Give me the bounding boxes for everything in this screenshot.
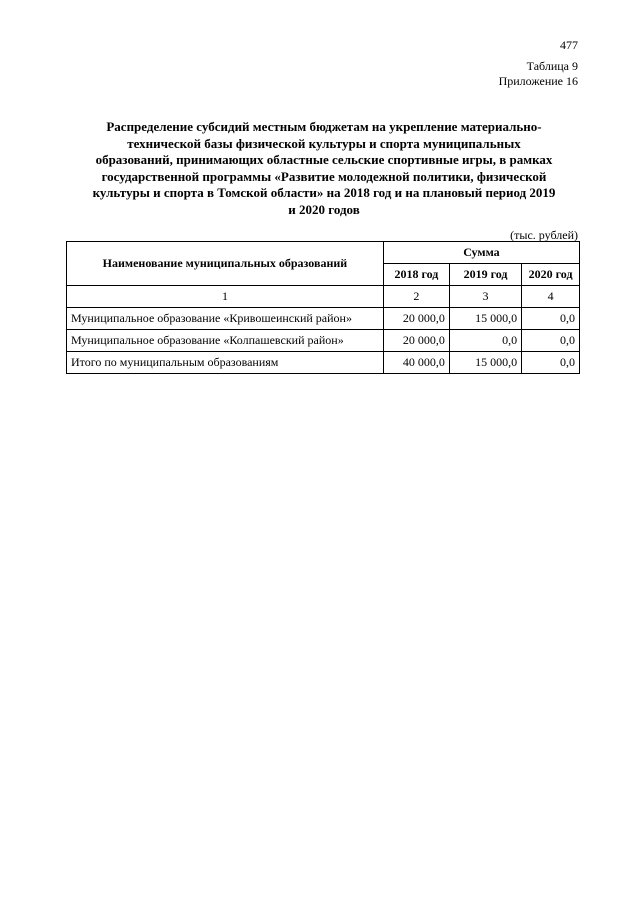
total-row (67, 352, 580, 374)
municipality-name: Муниципальное образование «Кривошеинский район» (67, 308, 384, 330)
index-cell: 2 (383, 286, 449, 308)
units-note: (тыс. рублей) (510, 228, 578, 242)
index-cell: 1 (67, 286, 384, 308)
column-header-2020: 2020 год (522, 264, 580, 286)
index-cell: 4 (522, 286, 580, 308)
total-2018: 40 000,0 (383, 352, 449, 374)
total-2020: 0,0 (522, 352, 580, 374)
title-line: культуры и спорта в Томской области» на 2018 год и на плановый период 2019 (92, 185, 556, 200)
table-row (67, 308, 580, 330)
table-label: Таблица 9 (526, 59, 578, 73)
table-row (67, 330, 580, 352)
amount-2020: 0,0 (522, 330, 580, 352)
total-label: Итого по муниципальным образованиям (67, 352, 384, 374)
title-line: образований, принимающих областные сельские спортивные игры, в рамках (95, 152, 553, 167)
subsidy-table (66, 241, 580, 374)
amount-2019: 15 000,0 (449, 308, 521, 330)
appendix-label: Приложение 16 (498, 74, 578, 88)
title-line: государственной программы «Развитие молодежной политики, физической (101, 168, 547, 184)
document-title (80, 119, 568, 218)
header-row (67, 242, 580, 264)
title-line: технической базы физической культуры и спорта муниципальных (127, 135, 521, 151)
table-reference (499, 59, 578, 89)
amount-2019: 0,0 (449, 330, 521, 352)
municipality-name: Муниципальное образование «Колпашевский район» (67, 330, 384, 352)
amount-2020: 0,0 (522, 308, 580, 330)
title-line: и 2020 годов (288, 201, 360, 217)
column-header-sum: Сумма (383, 242, 579, 264)
amount-2018: 20 000,0 (383, 330, 449, 352)
title-line: Распределение субсидий местным бюджетам на укрепление материально- (106, 119, 542, 134)
column-header-2018: 2018 год (383, 264, 449, 286)
index-cell: 3 (449, 286, 521, 308)
column-header-2019: 2019 год (449, 264, 521, 286)
column-header-name: Наименование муниципальных образований (67, 242, 384, 286)
amount-2018: 20 000,0 (383, 308, 449, 330)
total-2019: 15 000,0 (449, 352, 521, 374)
index-row (67, 286, 580, 308)
page-number: 477 (560, 38, 578, 52)
